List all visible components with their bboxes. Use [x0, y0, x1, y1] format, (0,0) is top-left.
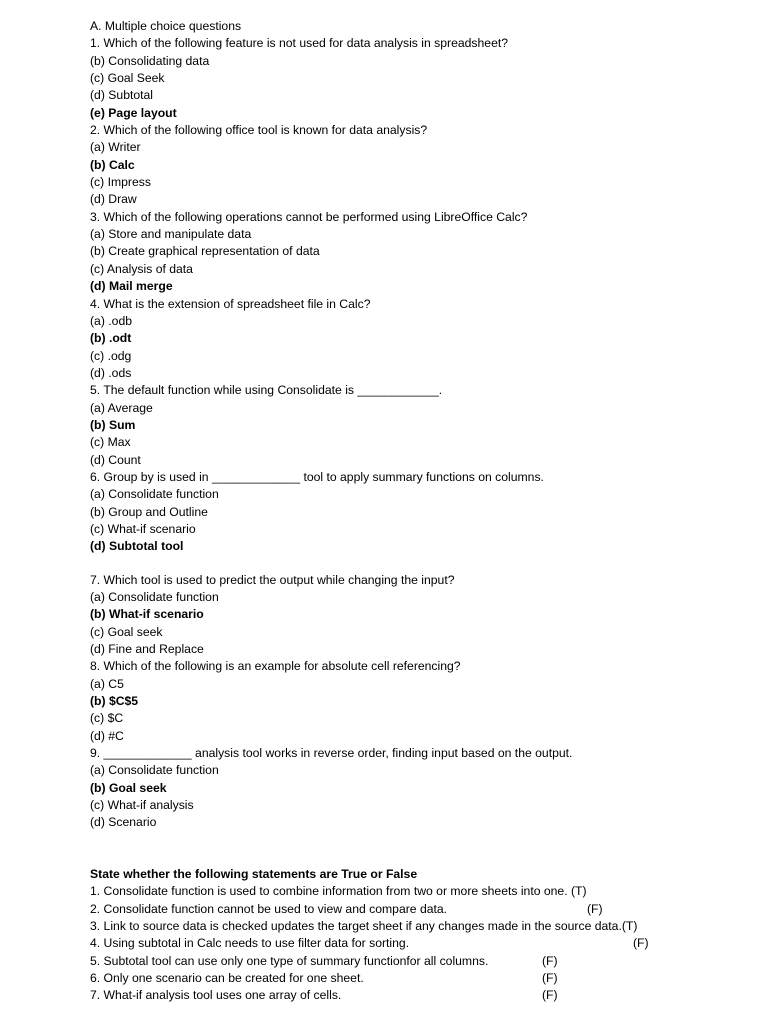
question-text: 3. Which of the following operations cannot be performed using LibreOffice Calc? [90, 209, 528, 224]
question-text: 6. Group by is used in _____________ tool to apply summary functions on columns. [90, 469, 544, 484]
answer-option: (b) Calc [90, 157, 135, 172]
question-text: 4. What is the extension of spreadsheet file in Calc? [90, 296, 371, 311]
answer-mark: (F) [633, 936, 649, 951]
statement-text: 5. Subtotal tool can use only one type of summary functionfor all columns. [90, 953, 489, 968]
option: (a) Consolidate function [90, 487, 219, 502]
option: (a) Writer [90, 140, 141, 155]
option: (c) Impress [90, 175, 151, 190]
statement-row [90, 901, 750, 918]
option: (b) Create graphical representation of data [90, 244, 320, 259]
option: (d) Count [90, 452, 141, 467]
option: (a) Average [90, 400, 153, 415]
question-text: 1. Which of the following feature is not used for data analysis in spreadsheet? [90, 36, 509, 51]
answer-mark: (F) [542, 953, 558, 968]
answer-option: (b) What-if scenario [90, 607, 204, 622]
option: (c) What-if scenario [90, 521, 196, 536]
answer-option: (e) Page layout [90, 105, 177, 120]
option: (c) Analysis of data [90, 261, 193, 276]
answer-mark: (F) [542, 988, 558, 1003]
answer-option: (b) Sum [90, 417, 136, 432]
option: (d) Draw [90, 192, 137, 207]
question-list [90, 35, 750, 831]
option: (d) #C [90, 728, 124, 743]
section-a-heading: A. Multiple choice questions [90, 19, 242, 33]
option: (c) Goal seek [90, 624, 163, 639]
option: (c) .odg [90, 348, 132, 363]
section-b-heading: State whether the following statements are True or False [90, 866, 418, 881]
option: (c) What-if analysis [90, 798, 194, 813]
statement-text: 7. What-if analysis tool uses one array of cells. [90, 988, 342, 1003]
option: (d) Subtotal [90, 88, 154, 103]
question-text: 2. Which of the following office tool is known for data analysis? [90, 123, 428, 138]
question-text: 7. Which tool is used to predict the output while changing the input? [90, 572, 455, 587]
answer-option: (b) $C$5 [90, 694, 139, 709]
statement-text: 2. Consolidate function cannot be used to view and compare data. [90, 901, 448, 916]
option: (a) Consolidate function [90, 763, 219, 778]
option: (b) Consolidating data [90, 53, 210, 68]
question-text: 8. Which of the following is an example for absolute cell referencing? [90, 659, 461, 674]
option: (c) Goal Seek [90, 71, 165, 86]
option: (a) C5 [90, 676, 124, 691]
statement-row [90, 935, 750, 952]
statement-row [90, 883, 750, 900]
statement-row [90, 970, 750, 987]
option: (d) Scenario [90, 815, 157, 830]
option: (d) Fine and Replace [90, 642, 204, 657]
statement-list [90, 883, 750, 1004]
answer-option: (b) .odt [90, 331, 132, 346]
statement-row [90, 987, 750, 1004]
statement-text: 1. Consolidate function is used to combine information from two or more sheets into one. (T) [90, 884, 587, 899]
option: (b) Group and Outline [90, 504, 208, 519]
answer-option: (d) Mail merge [90, 279, 173, 294]
option: (a) Store and manipulate data [90, 227, 252, 242]
answer-mark: (F) [542, 970, 558, 985]
statement-text: 4. Using subtotal in Calc needs to use filter data for sorting. [90, 936, 410, 951]
question-text: 9. _____________ analysis tool works in reverse order, finding input based on the output. [90, 746, 573, 761]
answer-option: (d) Subtotal tool [90, 539, 184, 554]
answer-option: (b) Goal seek [90, 780, 167, 795]
option: (c) $C [90, 711, 124, 726]
question-text: 5. The default function while using Consolidate is ____________. [90, 383, 443, 398]
statement-text: 6. Only one scenario can be created for one sheet. [90, 970, 364, 985]
option: (a) Consolidate function [90, 590, 219, 604]
worksheet [90, 18, 750, 1005]
answer-mark: (F) [587, 901, 603, 916]
statement-row [90, 918, 750, 935]
option: (c) Max [90, 435, 131, 450]
statement-text: 3. Link to source data is checked updates the target sheet if any changes made in the source data.(T) [90, 918, 638, 933]
statement-row [90, 953, 750, 970]
option: (d) .ods [90, 365, 132, 380]
option: (a) .odb [90, 313, 133, 328]
